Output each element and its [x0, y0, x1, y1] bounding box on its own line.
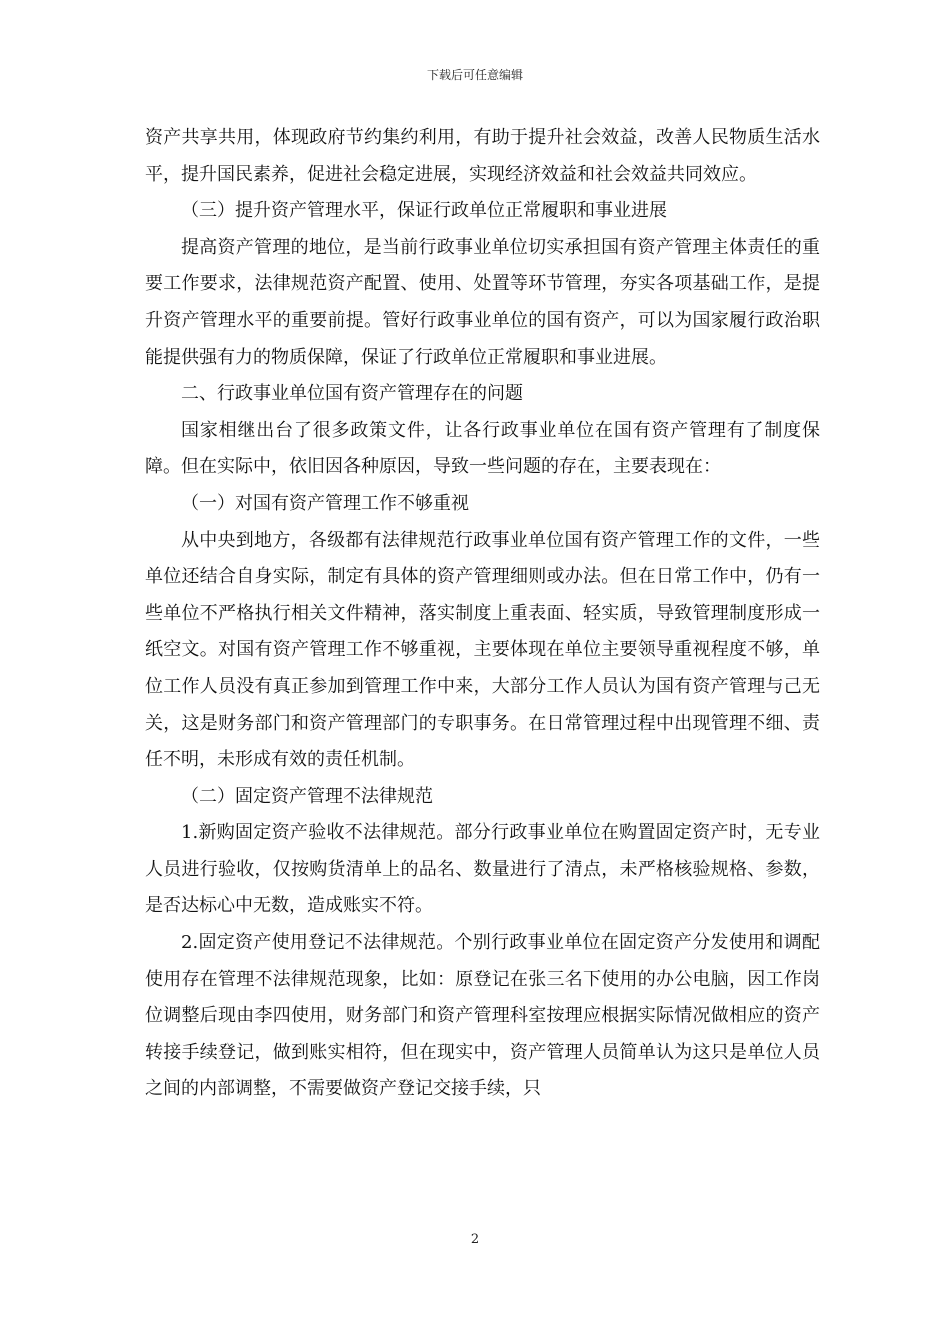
list-item-2: 2.固定资产使用登记不法律规范。个别行政事业单位在固定资产分发使用和调配使用存在管理不法律规范现象，比如：原登记在张三名下使用的办公电脑，因工作岗位调整后现由李四使用，财务部门和资产管理科室按理应根据实际情况做相应的资产转接手续登记，做到账实相符，但在现实中，资产管理人员简单认为这只是单位人员之间的内部调整，不需要做资产登记交接手续，只 [145, 932, 820, 1100]
paragraph: 提高资产管理的地位，是当前行政事业单位切实承担国有资产管理主体责任的重要工作要求，法律规范资产配置、使用、处置等环节管理，夯实各项基础工作，是提升资产管理水平的重要前提。管好行政事业单位的国有资产，可以为国家履行政治职能提供强有力的物质保障，保证了行政单位正常履职和事业进展。 [145, 236, 820, 368]
section-heading-3: （三）提升资产管理水平，保证行政单位正常履职和事业进展 [181, 200, 667, 222]
list-item-1: 1.新购固定资产验收不法律规范。部分行政事业单位在购置固定资产时，无专业人员进行验收，仅按购货清单上的品名、数量进行了清点，未严格核验规格、参数，是否达标心中无数，造成账实不符。 [145, 822, 820, 917]
document-body [145, 120, 820, 1108]
section-heading-1: （一）对国有资产管理工作不够重视 [181, 492, 469, 514]
paragraph: 国家相继出台了很多政策文件，让各行政事业单位在国有资产管理有了制度保障。但在实际中，依旧因各种原因，导致一些问题的存在，主要表现在： [145, 419, 820, 478]
page-number: 2 [470, 1232, 480, 1247]
paragraph: 从中央到地方，各级都有法律规范行政事业单位国有资产管理工作的文件，一些单位还结合自身实际，制定有具体的资产管理细则或办法。但在日常工作中，仍有一些单位不严格执行相关文件精神，落实制度上重表面、轻实质，导致管理制度形成一纸空文。对国有资产管理工作不够重视，主要体现在单位主要领导重视程度不够，单位工作人员没有真正参加到管理工作中来，大部分工作人员认为国有资产管理与己无关，这是财务部门和资产管理部门的专职事务。在日常管理过程中出现管理不细、责任不明，未形成有效的责任机制。 [145, 529, 820, 771]
page-header-note: 下载后可任意编辑 [426, 68, 523, 82]
paragraph-continued: 资产共享共用，体现政府节约集约利用，有助于提升社会效益，改善人民物质生活水平，提升国民素养，促进社会稳定进展，实现经济效益和社会效益共同效应。 [145, 127, 820, 185]
section-heading-2: （二）固定资产管理不法律规范 [181, 785, 433, 807]
chapter-heading-2: 二、行政事业单位国有资产管理存在的问题 [181, 383, 523, 405]
